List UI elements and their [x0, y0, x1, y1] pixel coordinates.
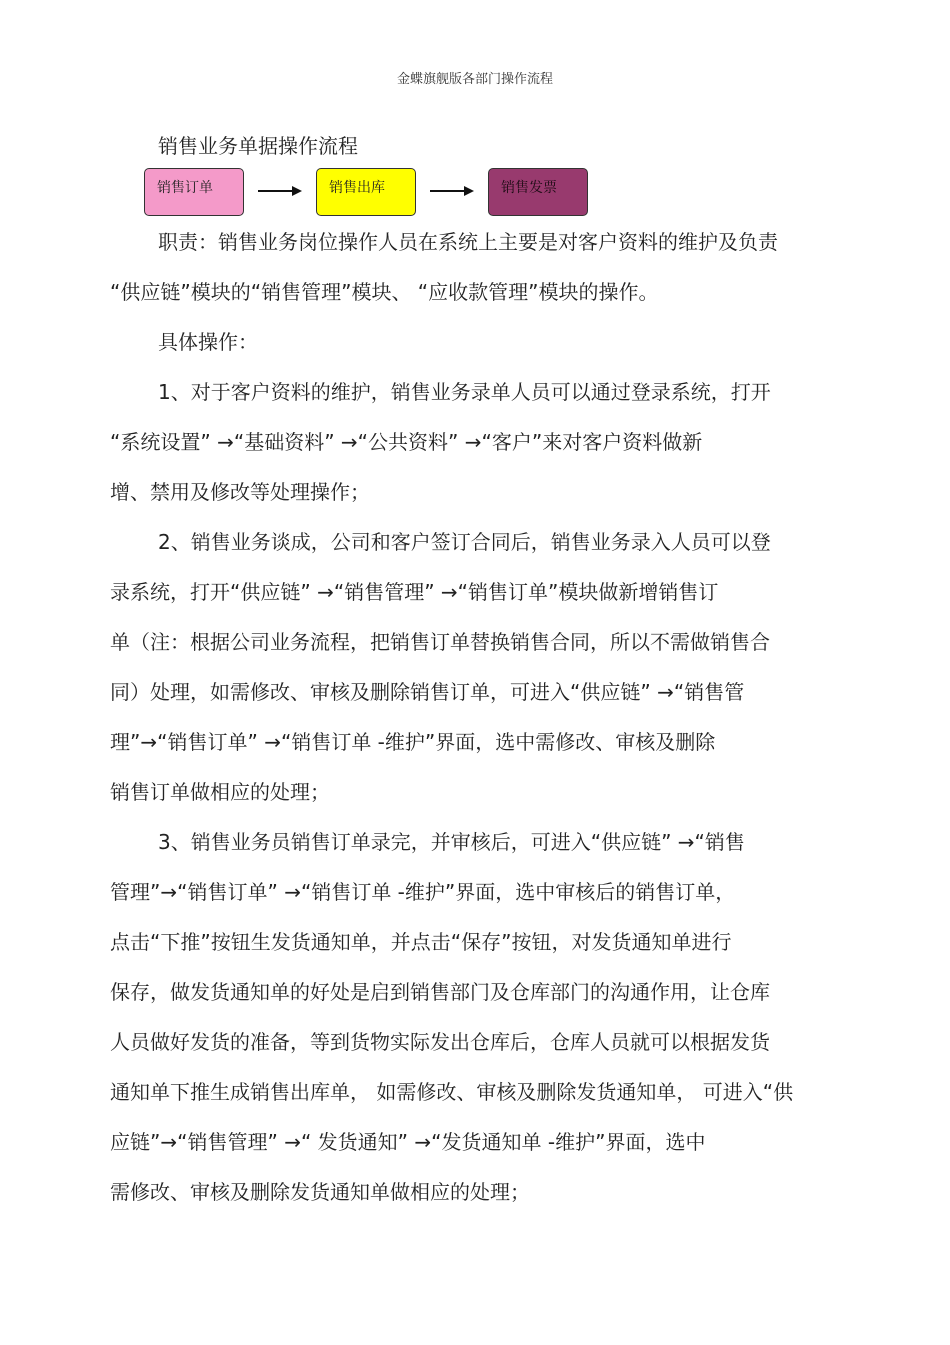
flow-step-sales-order: 销售订单 — [144, 168, 244, 216]
section-title: 销售业务单据操作流程 — [158, 134, 358, 158]
paragraph-line: 通知单下推生成销售出库单， 如需修改、审核及删除发货通知单， 可进入“供 — [110, 1080, 794, 1104]
page-header: 金蝶旗舰版各部门操作流程 — [396, 72, 553, 87]
paragraph-line: 3、销售业务员销售订单录完，并审核后，可进入“供应链” →“销售 — [158, 830, 745, 854]
paragraph-line: 同）处理，如需修改、审核及删除销售订单，可进入“供应链” →“销售管 — [110, 680, 745, 704]
paragraph-line: 单（注：根据公司业务流程，把销售订单替换销售合同，所以不需做销售合 — [110, 630, 770, 654]
paragraph-line: 2、销售业务谈成，公司和客户签订合同后，销售业务录入人员可以登 — [158, 530, 771, 554]
paragraph-line: “供应链”模块的“销售管理”模块、 “应收款管理”模块的操作。 — [110, 280, 659, 304]
paragraph-line: 需修改、审核及删除发货通知单做相应的处理； — [110, 1180, 530, 1204]
paragraph-line: 管理”→“销售订单” →“销售订单 -维护”界面，选中审核后的销售订单， — [110, 880, 736, 904]
paragraph-line: 职责：销售业务岗位操作人员在系统上主要是对客户资料的维护及负责 — [158, 230, 778, 254]
paragraph-line: 增、禁用及修改等处理操作； — [110, 480, 370, 504]
paragraph-line: 应链”→“销售管理” →“ 发货通知” →“发货通知单 -维护”界面，选中 — [110, 1130, 706, 1154]
paragraph-line: 保存，做发货通知单的好处是启到销售部门及仓库部门的沟通作用，让仓库 — [110, 980, 770, 1004]
paragraph-line: 理”→“销售订单” →“销售订单 -维护”界面，选中需修改、审核及删除 — [110, 730, 716, 754]
paragraph-line: 录系统，打开“供应链” →“销售管理” →“销售订单”模块做新增销售订 — [110, 580, 719, 604]
paragraph-line: 具体操作： — [158, 330, 258, 354]
paragraph-line: 人员做好发货的准备，等到货物实际发出仓库后，仓库人员就可以根据发货 — [110, 1030, 770, 1054]
arrow-right-icon — [430, 183, 476, 199]
paragraph-line: 销售订单做相应的处理； — [110, 780, 330, 804]
paragraph-line: 点击“下推”按钮生发货通知单，并点击“保存”按钮，对发货通知单进行 — [110, 930, 732, 954]
arrow-right-icon — [258, 183, 304, 199]
flow-step-sales-invoice: 销售发票 — [488, 168, 588, 216]
paragraph-line: 1、对于客户资料的维护，销售业务录单人员可以通过登录系统，打开 — [158, 380, 771, 404]
paragraph-line: “系统设置” →“基础资料” →“公共资料” →“客户”来对客户资料做新 — [110, 430, 703, 454]
flow-step-sales-outbound: 销售出库 — [316, 168, 416, 216]
